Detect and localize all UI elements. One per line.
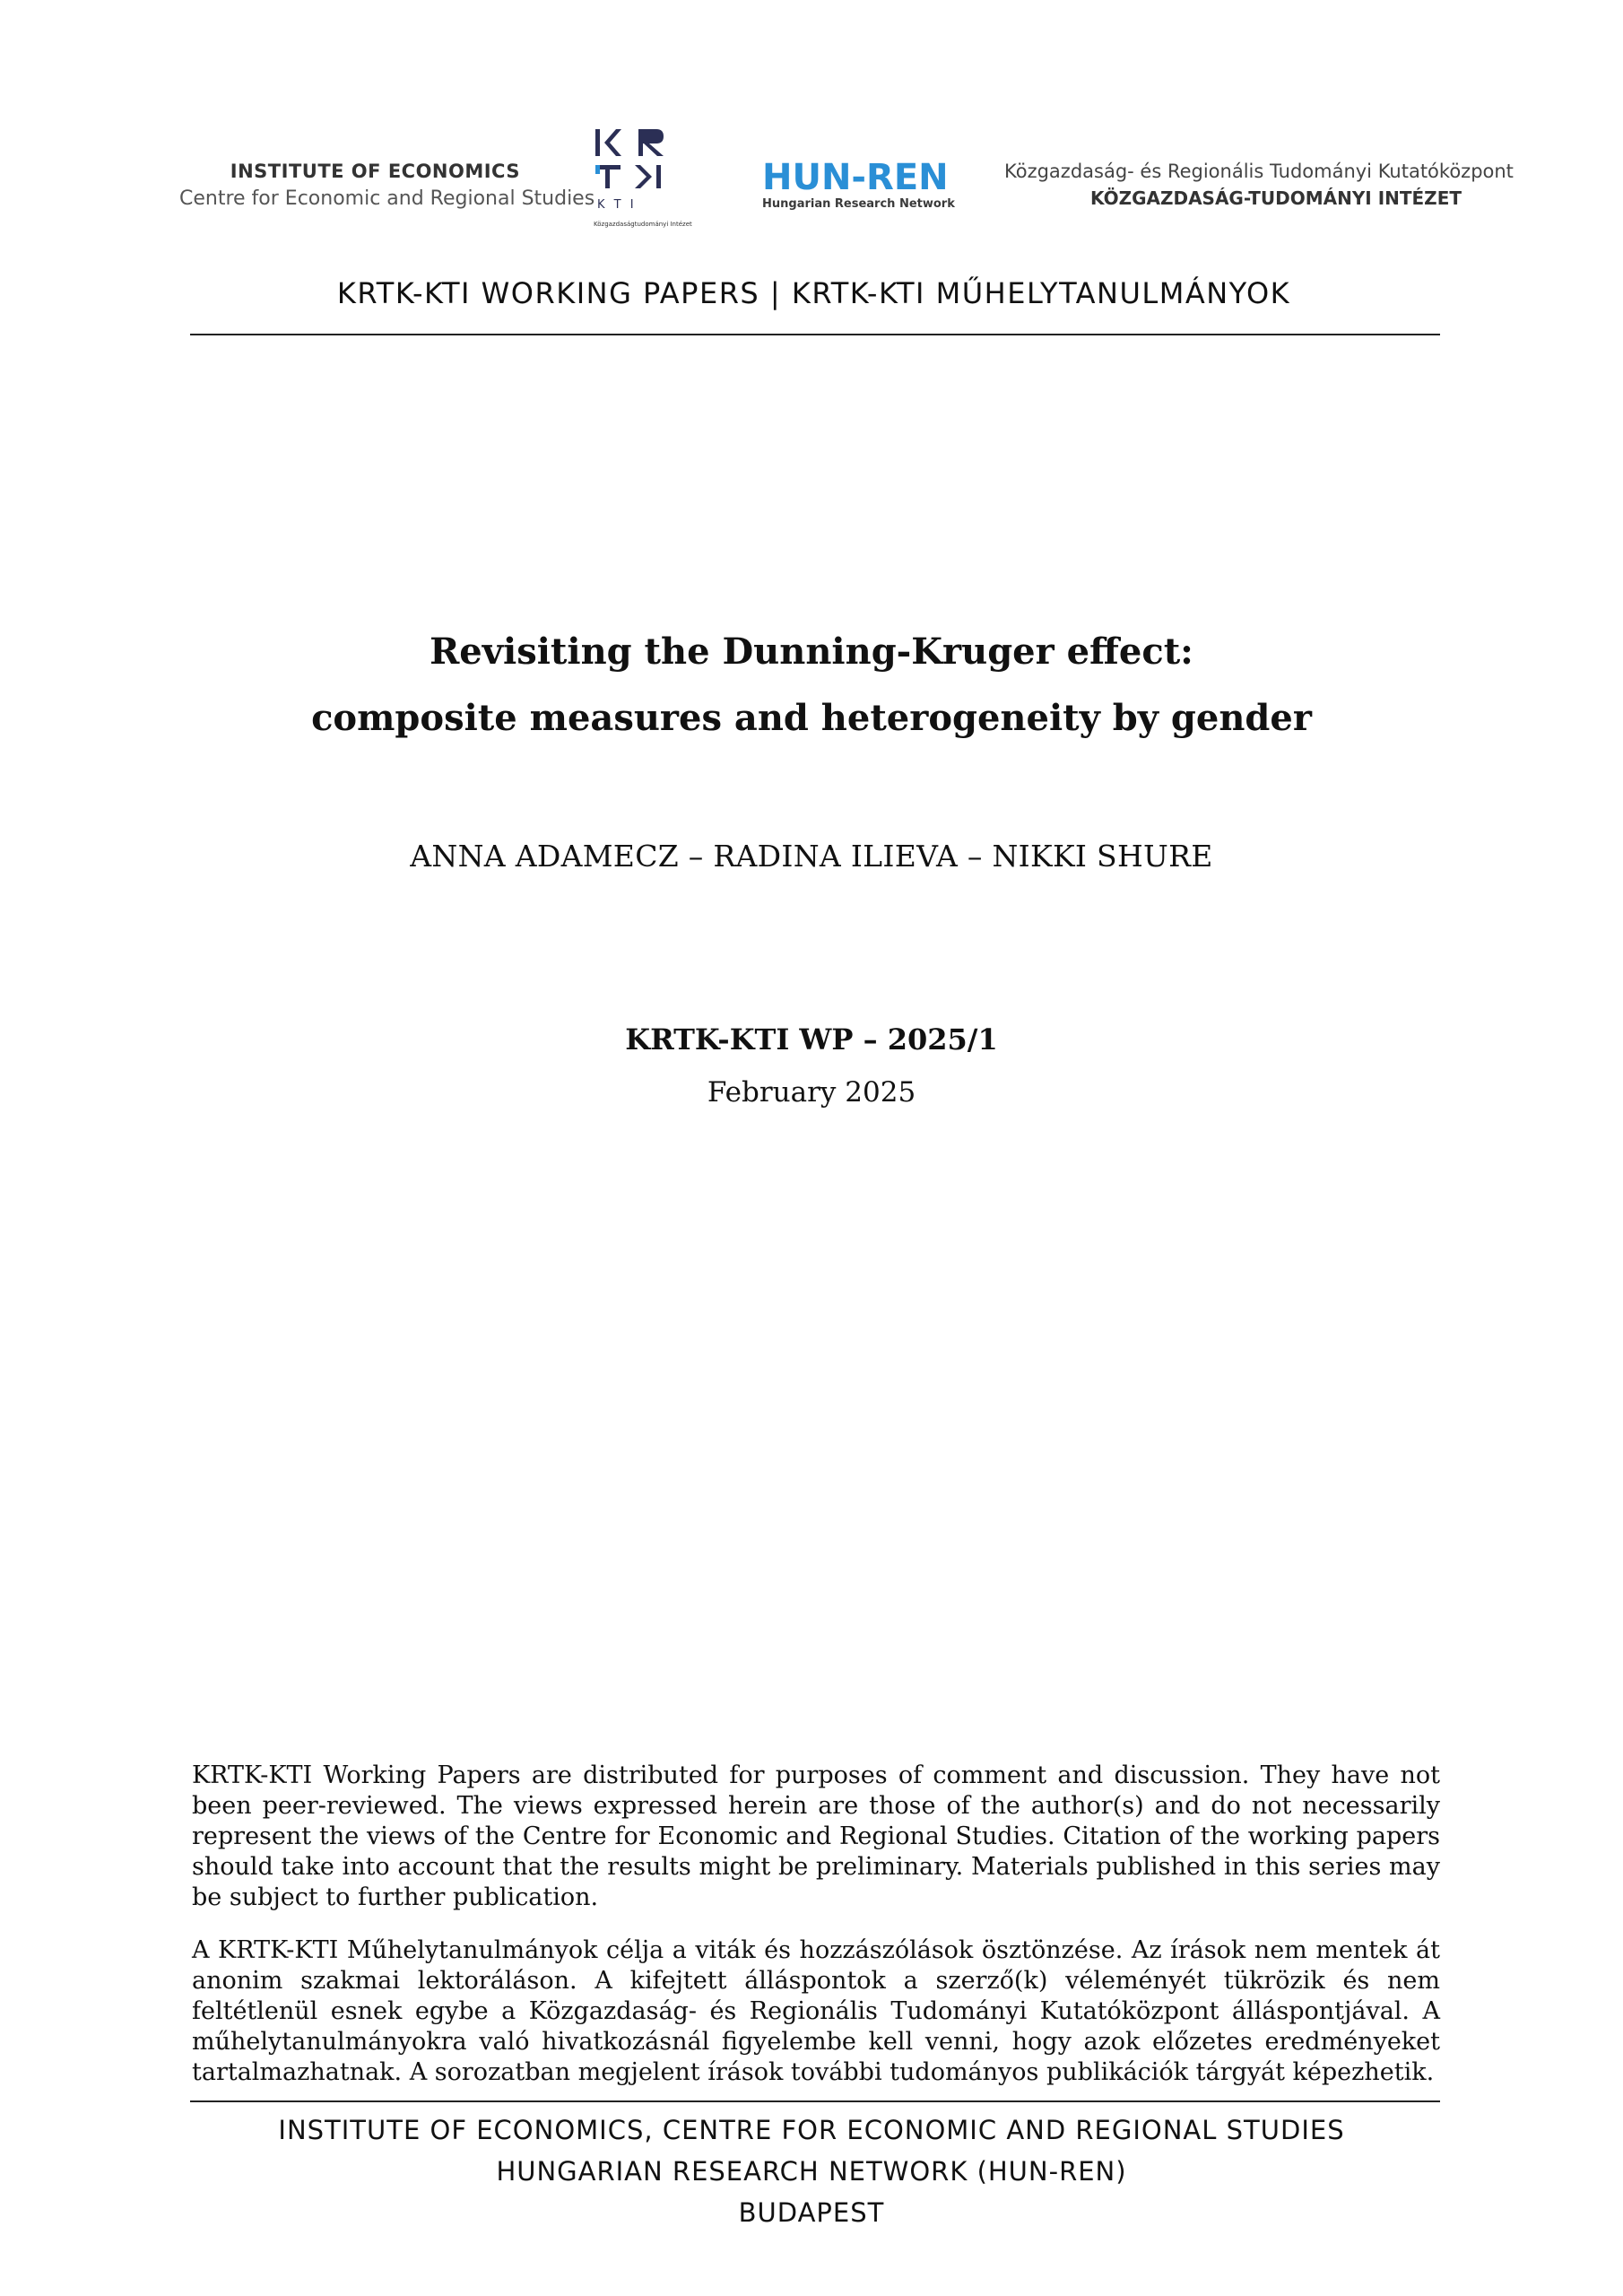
hun-ren-logo xyxy=(762,158,959,212)
title-line-2: composite measures and heterogeneity by gender xyxy=(311,697,1312,739)
footer-divider xyxy=(190,2100,1440,2102)
paper-title xyxy=(179,619,1444,752)
ie-logo-line2: Centre for Economic and Regional Studies xyxy=(179,187,595,210)
authors: ANNA ADAMECZ – RADINA ILIEVA – NIKKI SHURE xyxy=(410,839,1213,874)
publication-date: February 2025 xyxy=(707,1076,916,1109)
krtk-institute-logo xyxy=(1004,158,1514,212)
footer-line-3: BUDAPEST xyxy=(738,2197,885,2228)
series-title: KRTK-KTI WORKING PAPERS | KRTK-KTI MŰHELYTANULMÁNYOK xyxy=(336,276,1291,310)
hun-ren-name: HUN-REN xyxy=(762,157,949,198)
krtk-logo-line1: Közgazdaság- és Regionális Tudományi Kutatóközpont xyxy=(1004,161,1514,182)
hun-ren-subtitle: Hungarian Research Network xyxy=(762,197,955,211)
ie-logo-line1: INSTITUTE OF ECONOMICS xyxy=(230,161,520,182)
disclaimer-hungarian: A KRTK-KTI Műhelytanulmányok célja a viták és hozzászólások ösztönzése. Az írások nem mentek át anonim szakmai lektoráláson. A kifejtett álláspontok a szerző(k) véleményét tükrözik és nem feltétlenül esnek egybe a Közgazdaság- és Regionális Tudományi Kutatóközpont álláspontjával. A műhelytanulmányokra való hivatkozásnál figyelembe kell venni, hogy azok előzetes eredményeket tartalmazhatnak. A sorozatban megjelent írások további tudományos publikációk tárgyát képezhetik. xyxy=(192,1936,1440,2086)
footer-line-2: HUNGARIAN RESEARCH NETWORK (HUN-REN) xyxy=(496,2156,1127,2187)
kti-caption: Közgazdaságtudományi Intézet xyxy=(594,221,692,228)
header-divider xyxy=(190,334,1440,335)
footer-line-1: INSTITUTE OF ECONOMICS, CENTRE FOR ECONOMIC AND REGIONAL STUDIES xyxy=(278,2115,1345,2145)
paper-number: KRTK-KTI WP – 2025/1 xyxy=(625,1022,998,1057)
kti-label: K T I xyxy=(597,198,637,212)
krtk-kti-logo xyxy=(592,126,692,247)
institute-of-economics-logo xyxy=(179,158,595,213)
krtk-logo-line2: KÖZGAZDASÁG-TUDOMÁNYI INTÉZET xyxy=(1089,187,1462,209)
disclaimer-english: KRTK-KTI Working Papers are distributed for purposes of comment and discussion. They have not been peer-reviewed. The views expressed herein are those of the author(s) and do not necessarily represent the views of the Centre for Economic and Regional Studies. Citation of the working papers should take into account that the results might be preliminary. Materials published in this series may be subject to further publication. xyxy=(192,1761,1440,1911)
title-line-1: Revisiting the Dunning-Kruger effect: xyxy=(430,631,1193,673)
